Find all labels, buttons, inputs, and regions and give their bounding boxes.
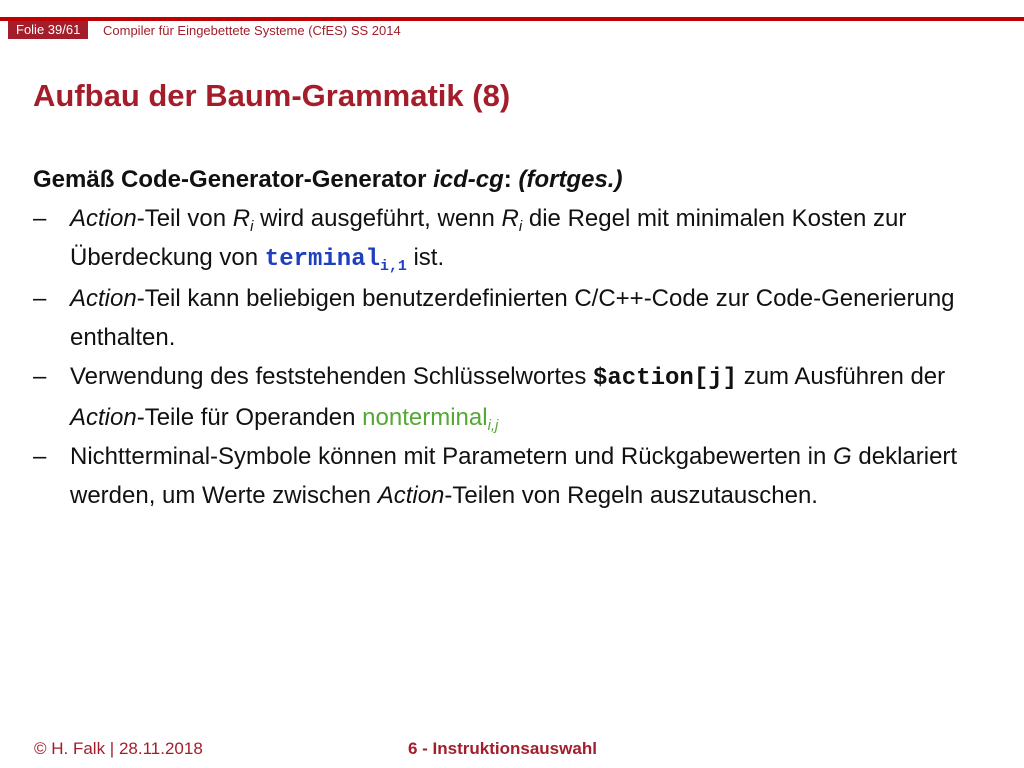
slide-content: [33, 160, 993, 515]
rule-index: i: [250, 219, 254, 236]
terminal-subscript: i,1: [380, 259, 407, 276]
bullet-text: -Teil kann beliebigen benutzerdefinierten C/C++-Code zur Code-Generierung enthalten.: [70, 285, 955, 351]
lead-note: (fortges.): [518, 166, 623, 193]
footer-chapter: 6 - Instruktionsauswahl: [408, 739, 597, 758]
terminal-code: terminal: [264, 246, 381, 273]
lead-prefix: Gemäß Code-Generator-Generator: [33, 166, 434, 193]
bullet-text: zum Ausführen der: [737, 363, 946, 390]
bullet-item-4: [33, 437, 993, 515]
action-term: Action: [377, 482, 445, 509]
tool-name: icd-cg: [433, 166, 504, 193]
bullet-item-3: [33, 357, 993, 437]
rule-index: i: [518, 219, 523, 236]
bullet-dash: –: [33, 443, 47, 470]
action-keyword-code: $action[j]: [593, 365, 738, 392]
nonterminal-subscript: i,j: [487, 418, 499, 435]
action-term: Action: [70, 404, 137, 431]
bullet-text: deklariert werden, um Werte zwischen: [70, 443, 958, 509]
bullet-text: Verwendung des feststehenden Schlüsselwortes: [70, 363, 593, 390]
bullet-text: Nichtterminal-Symbole können mit Parametern und Rückgabewerten in: [70, 443, 834, 470]
nonterminal-term: nonterminal: [362, 404, 488, 431]
bullet-text: wird ausgeführt, wenn: [253, 205, 502, 232]
lead-line: [33, 160, 993, 199]
bullet-dash: –: [33, 285, 47, 312]
bullet-dash: –: [33, 363, 47, 390]
bullet-text: ist.: [406, 244, 445, 271]
bullet-item-1: [33, 199, 993, 279]
lead-separator: :: [503, 166, 519, 193]
rule-symbol: R: [232, 205, 251, 232]
rule-symbol: R: [501, 205, 519, 232]
slide-number-badge: Folie 39/61: [8, 21, 88, 39]
bullet-text: -Teile für Operanden: [136, 404, 363, 431]
action-term: Action: [70, 285, 137, 312]
bullet-text: -Teil von: [136, 205, 233, 232]
bullet-item-2: [33, 279, 993, 357]
action-term: Action: [70, 205, 137, 232]
footer-author: © H. Falk | 28.11.2018: [34, 739, 203, 758]
course-title: Compiler für Eingebettete Systeme (CfES) SS 2014: [103, 23, 401, 38]
slide-title: Aufbau der Baum-Grammatik (8): [33, 78, 511, 113]
grammar-symbol: G: [833, 443, 852, 470]
header-bar: [0, 17, 1024, 21]
bullet-dash: –: [33, 205, 47, 232]
bullet-text: die Regel mit minimalen Kosten zur Überdeckung von: [70, 205, 907, 271]
bullet-text: -Teilen von Regeln auszutauschen.: [444, 482, 818, 509]
